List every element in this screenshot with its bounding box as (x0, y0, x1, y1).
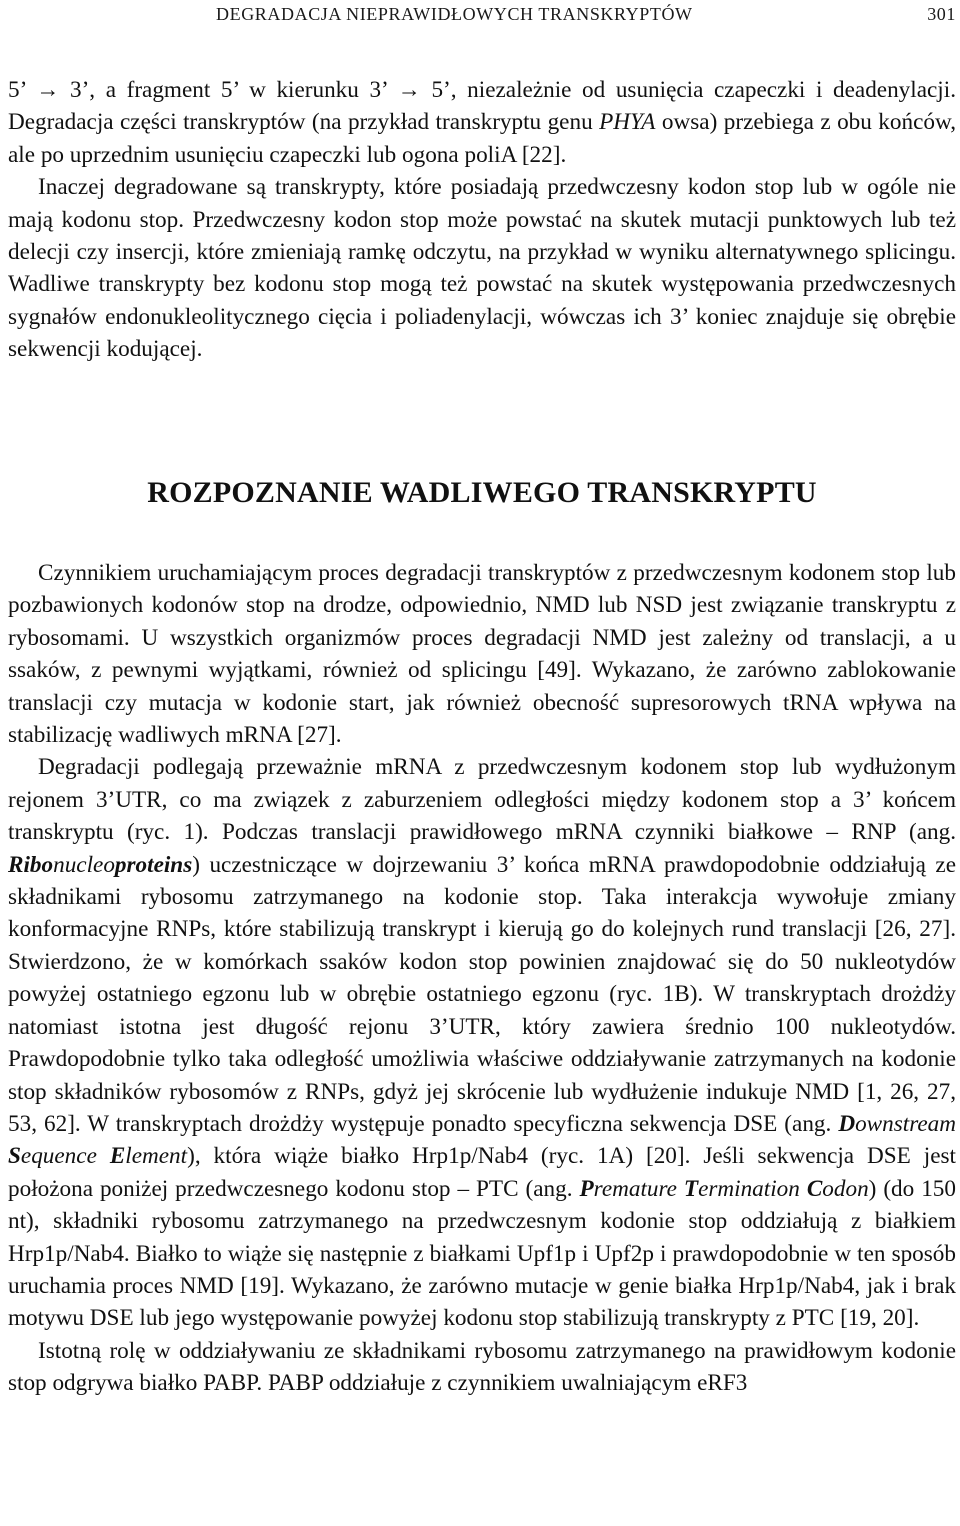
acronym-letter: E (109, 1143, 126, 1170)
acronym-letters: Ribo (8, 851, 54, 878)
acronym-letter: C (806, 1175, 823, 1202)
acronym-letter: S (8, 1143, 21, 1170)
gene-name: PHYA (599, 109, 656, 136)
intro-text-block (8, 74, 956, 366)
paragraph: Degradacji podlegają przeważnie mRNA z przedwczesnym kodonem stop lub wydłużonym rejonem 3’UTR, co ma związek z zaburzeniem odległości między kodonem stop a 3’ końcem transkryptu (ryc. 1). Podczas translacji prawidłowego mRNA czynniki białkowe – RNP (ang. Ribonucleoproteins) uczestniczące w dojrzewaniu 3’ końca mRNA prawdopodobnie oddziałują ze składnikami rybosomu zatrzymanego na kodonie stop. Taka interakcja wywołuje zmiany konformacyjne RNPs, które stabilizują transkrypt i kierują go do kolejnych rund translacji [26, 27]. Stwierdzono, że w komórkach ssaków kodon stop powinien znajdować się do 50 nukleotydów powyżej ostatniego egzonu lub w obrębie ostatniego egzonu (ryc. 1B). W transkryptach drożdży natomiast istotna jest długość rejonu 3’UTR, który zawiera średnio 100 nukleotydów. Prawdopodobnie tylko taka odległość umożliwia właściwe oddziaływanie zatrzymanych na kodonie stop składników rybosomów z RNPs, gdyż jej skrócenie lub wydłużenie indukuje NMD [1, 26, 27, 53, 62]. W transkryptach drożdży występuje ponadto specyficzna sekwencja DSE (ang. Downstream Sequence Element), która wiąże białko Hrp1p/Nab4 (ryc. 1A) [20]. Jeśli sekwencja DSE jest położona poniżej przedwczesnego kodonu stop – PTC (ang. Premature Termination Codon) (do 150 nt), składniki rybosomu zatrzymanego na przedwczesnym kodonie stop oddziałują z białkiem Hrp1p/Nab4. Białko to wiąże się następnie z białkami Upf1p i Upf2p i prawdopodobnie w ten sposób uruchamia proces NMD [19]. Wykazano, że zarówno mutacje w genie białka Hrp1p/Nab4, jak i brak motywu DSE lub jego występowanie powyżej kodonu stop stabilizują transkrypty z PTC [19, 20]. (8, 754, 956, 1332)
page-number: 301 (927, 4, 956, 24)
acronym-letter: D (838, 1110, 856, 1137)
paragraph-continuation: 5’ → 3’, a fragment 5’ w kierunku 3’ → 5’, niezależnie od usunięcia czapeczki i deadenylacji. Degradacja części transkryptów (na przykład transkryptu genu PHYA owsa) przebiega z obu końców, ale po uprzednim usunięciu czapeczki lub ogona poliA [22]. (8, 77, 957, 168)
paragraph: Czynnikiem uruchamiającym proces degradacji transkryptów z przedwczesnym kodonem stop lub pozbawionych kodonów stop na drodze, odpowiednio, NMD lub NSD jest związanie transkryptu z rybosomami. U wszystkich organizmów proces degradacji NMD jest zależny od translacji, a u ssaków, z pewnymi wyjątkami, również od splicingu [49]. Wykazano, że zarówno zablokowanie translacji czy mutacja w kodonie start, jak również obecność supresorowych tRNA wpływa na stabilizację wadliwych mRNA [27]. (8, 560, 956, 749)
running-title: DEGRADACJA NIEPRAWIDŁOWYCH TRANSKRYPTÓW (216, 4, 693, 24)
acronym-letter: T (683, 1175, 699, 1202)
section-text-block (8, 557, 956, 1400)
running-header (8, 4, 956, 28)
paragraph: Inaczej degradowane są transkrypty, które posiadają przedwczesny kodon stop lub w ogóle nie mają kodonu stop. Przedwczesny kodon stop może powstać na skutek mutacji punktowych lub też delecji czy insercji, które zmieniają ramkę odczytu, na przykład w wyniku alternatywnego splicingu. Wadliwe transkrypty bez kodonu stop mogą też powstać na skutek występowania przedwczesnych sygnałów endonukleolitycznego cięcia i poliadenylacji, wówczas ich 3’ koniec znajduje się obrębie sekwencji kodującej. (8, 174, 956, 363)
acronym-letter: P (579, 1175, 594, 1202)
acronym-letters: proteins (114, 851, 193, 878)
paragraph: Istotną rolę w oddziaływaniu ze składnikami rybosomu zatrzymanego na prawidłowym kodonie stop odgrywa białko PABP. PABP oddziałuje z czynnikiem uwalniającym eRF3 (8, 1337, 956, 1397)
section-heading: ROZPOZNANIE WADLIWEGO TRANSKRYPTU (147, 476, 817, 509)
